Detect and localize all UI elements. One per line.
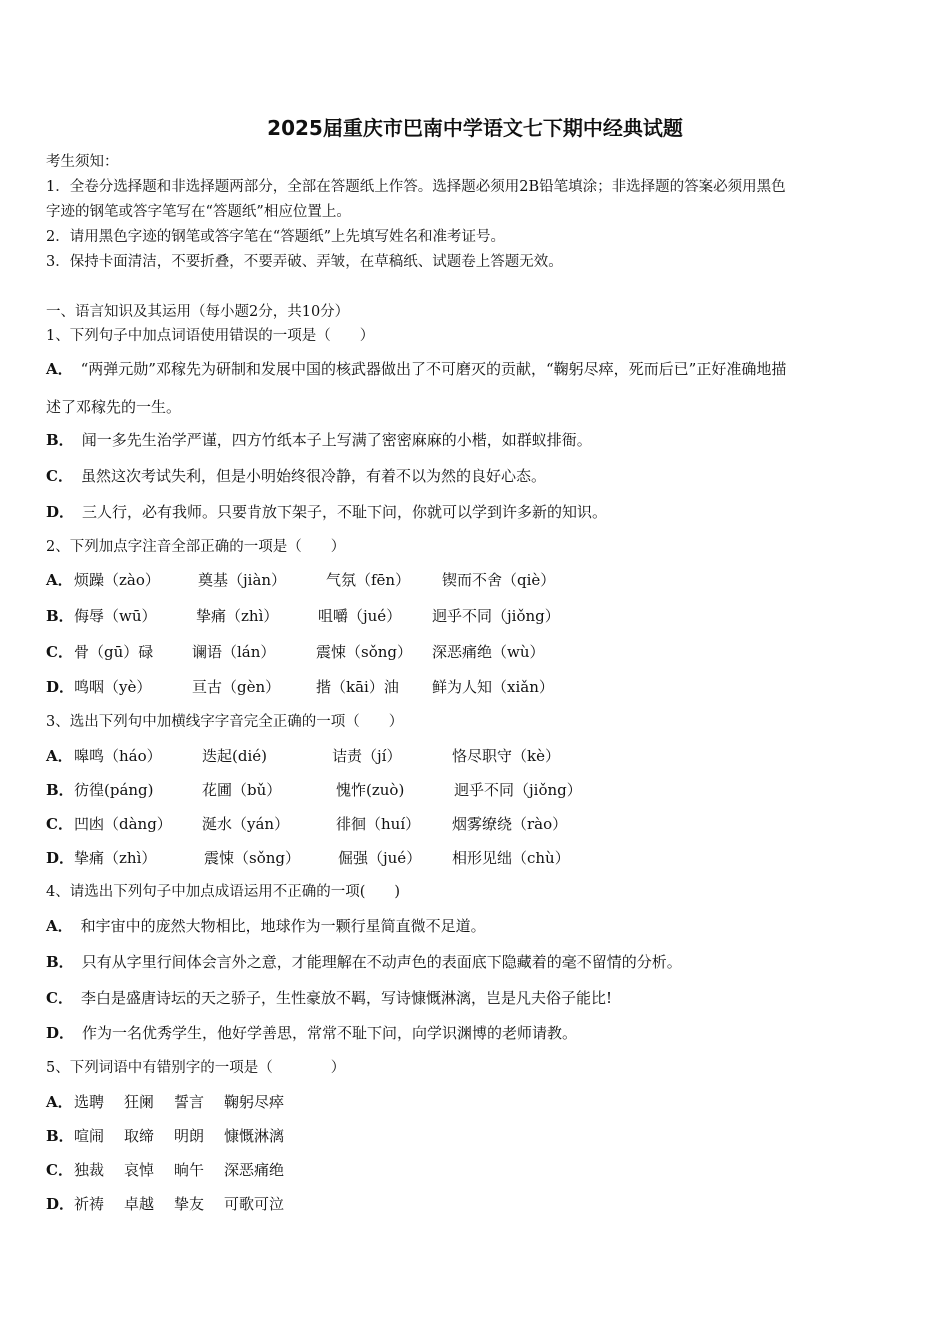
q1-option-a-cont: 述了邓稼先的一生。 [46, 398, 182, 416]
option-cell: 迭起(dié) [202, 747, 267, 765]
q4-option-d [46, 1023, 577, 1043]
option-letter: C． [46, 467, 73, 485]
q3-option-c [46, 814, 568, 834]
option-letter: B． [46, 953, 74, 971]
question-3-stem: 3、选出下列句中加横线字字音完全正确的一项（ ） [46, 714, 404, 730]
option-letter: A． [46, 917, 73, 935]
q4-option-c [46, 988, 612, 1008]
q5-option-a [46, 1092, 285, 1112]
option-cell: 鸣咽（yè） [74, 678, 152, 696]
option-cell: 挚痛（zhì） [74, 849, 157, 867]
option-text: 闻一多先生治学严谨，四方竹纸本子上写满了密密麻麻的小楷，如群蚁排衙。 [81, 431, 592, 449]
notice-item: 3．保持卡面清洁，不要折叠，不要弄破、弄皱，在草稿纸、试题卷上答题无效。 [46, 254, 563, 270]
option-cell: 迥乎不同（jiǒng） [454, 781, 582, 799]
option-cell: 震悚（sǒng） [316, 643, 412, 661]
option-cell: 明朗 [174, 1127, 205, 1145]
option-text: “两弹元勋”邓稼先为研制和发展中国的核武器做出了不可磨灭的贡献，“鞠躬尽瘁，死而后已”正好准确地描 [80, 360, 787, 378]
option-letter: B． [46, 607, 74, 625]
option-cell: 锲而不舍（qiè） [442, 571, 556, 589]
option-cell: 喧闹 [74, 1127, 105, 1145]
option-letter: A． [46, 360, 73, 378]
option-cell: 慷慨淋漓 [224, 1127, 285, 1145]
option-letter: C． [46, 643, 73, 661]
option-cell: 狂阑 [124, 1093, 155, 1111]
option-cell: 烟雾缭绕（rào） [452, 815, 568, 833]
option-cell: 选聘 [74, 1093, 105, 1111]
option-cell: 可歌可泣 [224, 1195, 285, 1213]
option-cell: 花圃（bǔ） [202, 781, 282, 799]
option-cell: 相形见绌（chù） [452, 849, 570, 867]
option-cell: 卓越 [124, 1195, 155, 1213]
option-letter: B． [46, 781, 74, 799]
option-cell: 烦躁（zào） [74, 571, 160, 589]
q1-option-d [46, 502, 607, 522]
notice-item: 字迹的钢笔或答字笔写在“答题纸”相应位置上。 [46, 204, 351, 220]
option-cell: 誓言 [174, 1093, 205, 1111]
option-letter: D． [46, 1195, 75, 1213]
option-cell: 愧怍(zuò) [336, 781, 405, 799]
q1-option-c [46, 466, 546, 486]
option-letter: B． [46, 431, 74, 449]
option-cell: 亘古（gèn） [192, 678, 281, 696]
option-cell: 鞠躬尽瘁 [224, 1093, 285, 1111]
q4-option-a [46, 916, 486, 936]
question-4-stem: 4、请选出下列句子中加点成语运用不正确的一项( ) [46, 884, 401, 900]
option-letter: A． [46, 571, 73, 589]
option-cell: 骨（gū）碌 [74, 643, 154, 661]
option-letter: B． [46, 1127, 74, 1145]
section-heading: 一、语言知识及其运用（每小题2分，共10分） [46, 304, 350, 320]
q5-option-d [46, 1194, 285, 1214]
option-cell: 深恶痛绝（wù） [432, 643, 545, 661]
notice-heading: 考生须知： [46, 154, 119, 170]
option-letter: C． [46, 989, 73, 1007]
q5-option-b [46, 1126, 285, 1146]
option-letter: A． [46, 747, 73, 765]
q3-option-b [46, 780, 582, 800]
option-letter: D． [46, 678, 75, 696]
option-letter: C． [46, 1161, 73, 1179]
option-cell: 独裁 [74, 1161, 105, 1179]
option-letter: C． [46, 815, 73, 833]
option-letter: A． [46, 1093, 73, 1111]
option-cell: 震悚（sǒng） [204, 849, 300, 867]
option-cell: 彷徨(páng) [74, 781, 154, 799]
option-cell: 鲜为人知（xiǎn） [432, 678, 554, 696]
option-cell: 哀悼 [124, 1161, 155, 1179]
option-cell: 晌午 [174, 1161, 205, 1179]
option-cell: 挚友 [174, 1195, 205, 1213]
option-letter: D． [46, 1024, 75, 1042]
option-cell: 谰语（lán） [192, 643, 276, 661]
option-cell: 迥乎不同（jiǒng） [432, 607, 560, 625]
q2-option-b [46, 606, 560, 626]
option-text: 和宇宙中的庞然大物相比，地球作为一颗行星简直微不足道。 [80, 917, 486, 935]
notice-item: 1．全卷分选择题和非选择题两部分，全部在答题纸上作答。选择题必须用2B铅笔填涂；非选择题的答案必须用黑色 [46, 179, 786, 195]
option-letter: D． [46, 849, 75, 867]
option-text: 只有从字里行间体会言外之意，才能理解在不动声色的表面底下隐藏着的毫不留情的分析。 [81, 953, 682, 971]
option-cell: 诘责（jí） [332, 747, 402, 765]
page-title: 2025届重庆市巴南中学语文七下期中经典试题 [267, 116, 683, 140]
option-cell: 倔强（jué） [338, 849, 422, 867]
option-cell: 奠基（jiàn） [198, 571, 287, 589]
option-text: 三人行，必有我师。只要肯放下架子，不耻下问，你就可以学到许多新的知识。 [82, 503, 608, 521]
q2-option-a [46, 570, 556, 590]
question-1-stem: 1、下列句子中加点词语使用错误的一项是（ ） [46, 328, 375, 344]
option-cell: 深恶痛绝 [224, 1161, 285, 1179]
option-cell: 咀嚼（jué） [318, 607, 402, 625]
option-cell: 取缔 [124, 1127, 155, 1145]
q4-option-b [46, 952, 682, 972]
option-cell: 揩（kāi）油 [316, 678, 399, 696]
q5-option-c [46, 1160, 285, 1180]
option-letter: D． [46, 503, 75, 521]
q2-option-c [46, 642, 545, 662]
q3-option-d [46, 848, 570, 868]
question-5-stem: 5、下列词语中有错别字的一项是（ ） [46, 1060, 346, 1076]
option-cell: 侮辱（wū） [74, 607, 157, 625]
notice-item: 2．请用黑色字迹的钢笔或答字笔在“答题纸”上先填写姓名和准考证号。 [46, 229, 506, 245]
option-cell: 挚痛（zhì） [196, 607, 279, 625]
option-cell: 涎水（yán） [202, 815, 290, 833]
q1-option-b [46, 430, 592, 450]
option-cell: 恪尽职守（kè） [452, 747, 560, 765]
option-cell: 嗥鸣（háo） [74, 747, 162, 765]
q3-option-a [46, 746, 560, 766]
option-text: 作为一名优秀学生，他好学善思，常常不耻下问，向学识渊博的老师请教。 [82, 1024, 578, 1042]
option-cell: 气氛（fēn） [326, 571, 411, 589]
option-cell: 凹凼（dàng） [74, 815, 172, 833]
option-cell: 祈祷 [74, 1195, 105, 1213]
q1-option-a [46, 359, 786, 379]
option-text: 李白是盛唐诗坛的天之骄子，生性豪放不羁，写诗慷慨淋漓，岂是凡夫俗子能比! [80, 989, 612, 1007]
option-cell: 徘徊（huí） [336, 815, 421, 833]
option-text: 虽然这次考试失利，但是小明始终很冷静，有着不以为然的良好心态。 [80, 467, 546, 485]
q2-option-d [46, 677, 554, 697]
question-2-stem: 2、下列加点字注音全部正确的一项是（ ） [46, 539, 346, 555]
